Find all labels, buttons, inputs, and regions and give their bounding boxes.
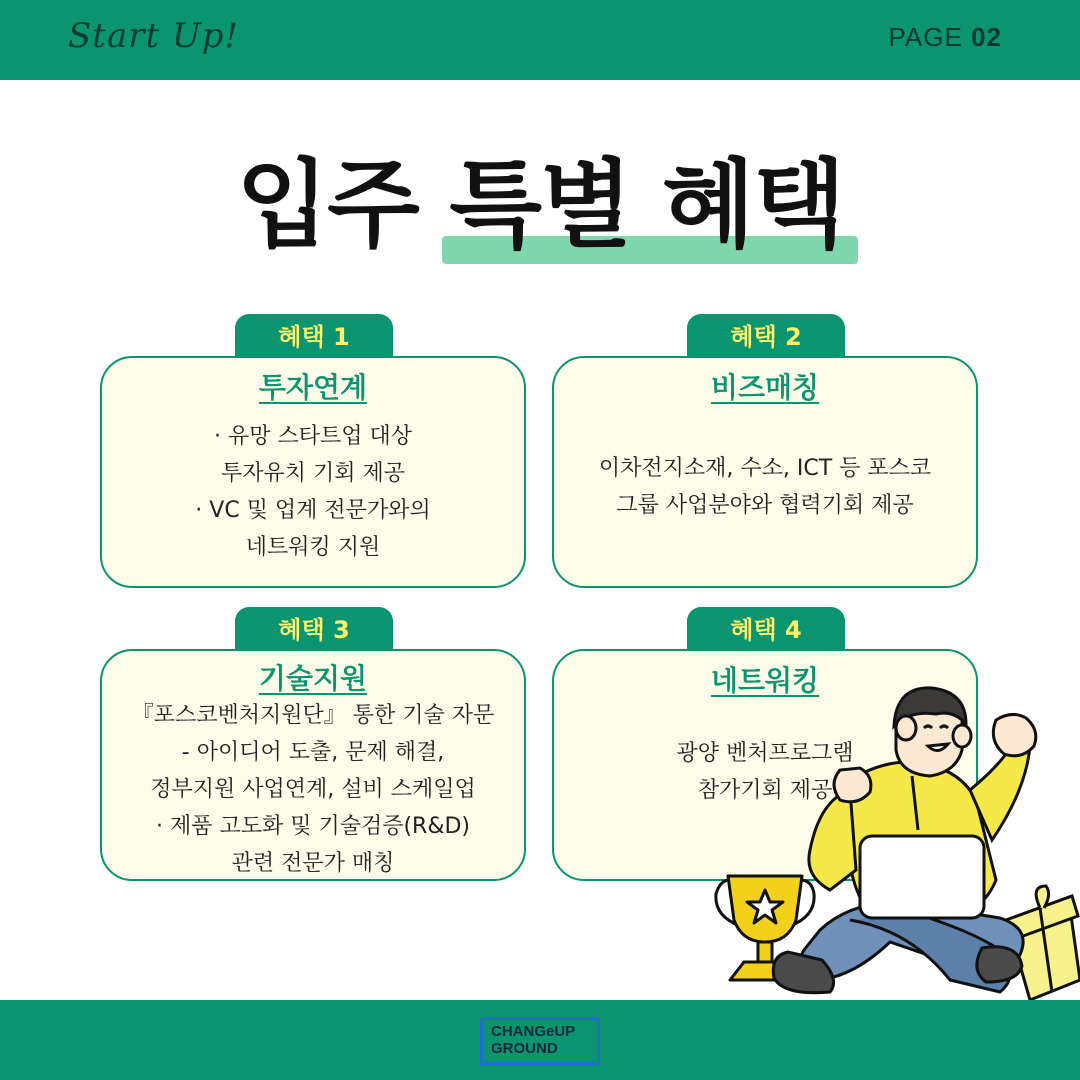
- benefit-title: 네트워킹: [710, 664, 820, 697]
- page-title: 입주 특별 혜택: [236, 149, 844, 261]
- benefit-tab: 혜택 2: [687, 314, 845, 360]
- benefit-card-1: [100, 314, 528, 590]
- benefit-line: · VC 및 업계 전문가와의: [195, 498, 431, 523]
- benefit-title: 투자연계: [258, 371, 368, 404]
- changeup-ground-logo: [480, 1017, 600, 1065]
- benefit-card-2: [552, 314, 980, 590]
- title-area: [0, 150, 1080, 270]
- benefit-title: 기술지원: [258, 662, 368, 695]
- laptop-icon: [860, 836, 984, 918]
- benefit-line: 그룹 사업분야와 협력기회 제공: [616, 493, 914, 518]
- benefit-line: 네트워킹 지원: [245, 535, 381, 560]
- benefit-tab: 혜택 3: [235, 607, 393, 653]
- benefit-card-body: [100, 356, 526, 588]
- hand-icon: [834, 768, 871, 802]
- logo-text: CHANGeUP GROUND: [491, 1023, 576, 1057]
- benefit-tab: 혜택 4: [687, 607, 845, 653]
- benefit-line: 『포스코벤처지원단』 통한 기술 자문: [131, 703, 495, 728]
- brand-script: Start Up!: [68, 16, 240, 56]
- benefit-line: 투자유치 기회 제공: [220, 461, 405, 486]
- celebrating-person-illustration-icon: [700, 680, 1080, 1010]
- benefit-description: [554, 450, 976, 524]
- benefit-line: · 유망 스타트업 대상: [214, 424, 412, 449]
- benefit-line: 관련 전문가 매칭: [231, 851, 395, 876]
- benefit-line: - 아이디어 도출, 문제 해결,: [181, 740, 445, 765]
- benefit-line: · 제품 고도화 및 기술검증(R&D): [155, 814, 471, 839]
- benefit-description: [102, 418, 524, 566]
- top-bar: [0, 0, 1080, 80]
- benefit-card-3: [100, 607, 528, 883]
- benefit-line: 이차전지소재, 수소, ICT 등 포스코: [598, 456, 932, 481]
- page-prefix: PAGE: [888, 22, 963, 52]
- benefit-line: 참가기회 제공: [697, 778, 833, 803]
- benefit-line: 광양 벤처프로그램: [676, 741, 854, 766]
- page-number: 02: [971, 22, 1002, 52]
- benefit-card-body: [100, 649, 526, 881]
- benefit-tab: 혜택 1: [235, 314, 393, 360]
- benefit-description: [102, 697, 524, 882]
- page-indicator: [889, 22, 1002, 53]
- person-head-icon: [894, 688, 971, 776]
- benefit-line: 정부지원 사업연계, 설비 스케일업: [150, 777, 476, 802]
- benefit-card-body: [552, 356, 978, 588]
- fist-icon: [993, 714, 1035, 755]
- benefit-title: 비즈매칭: [710, 371, 820, 404]
